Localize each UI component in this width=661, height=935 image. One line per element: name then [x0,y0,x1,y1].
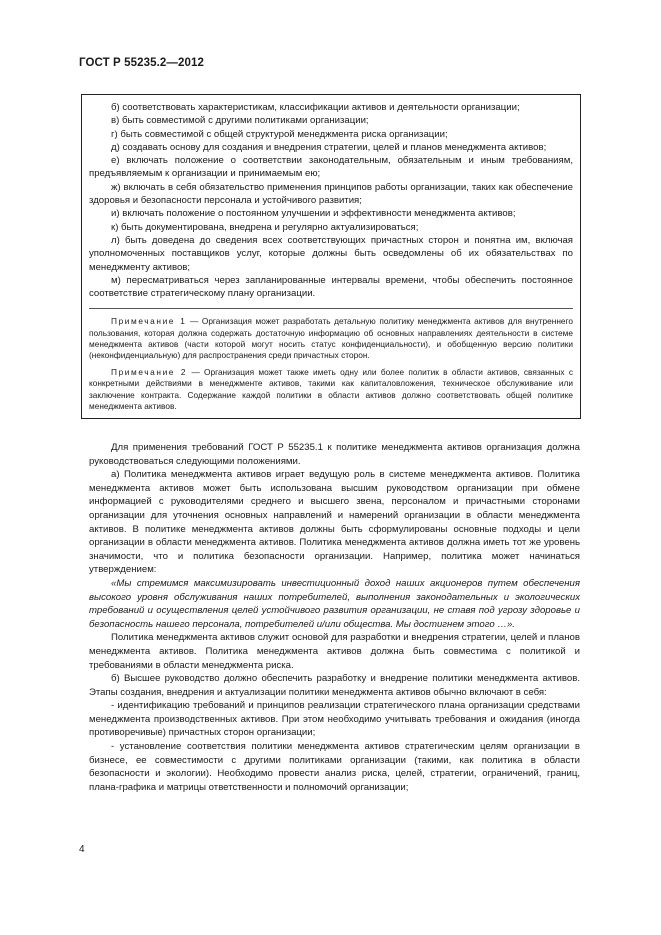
paragraph: б) Высшее руководство должно обеспечить разработку и внедрение политики менеджмента активов. Этапы создания, внедрения и актуализации политики менеджмента активов обычно включают в себя: [89,673,580,698]
requirements-box-content [89,101,573,412]
list-item: б) соответствовать характеристикам, классификации активов и деятельности организации; [111,102,520,113]
note-1 [89,316,573,361]
paragraph: - установление соответствия политики менеджмента активов стратегическим целям организации в бизнесе, ее совместимости с другими политиками организации (такими, как политика в области безопасности и экологии). Необходимо провести анализ риска, целей, стратегии, ограничений, границ, плана-графика и матрицы ответственности и полномочий организации; [89,741,580,793]
list-item: и) включать положение о постоянном улучшении и эффективности менеджмента активов; [111,208,516,220]
list-item: д) создавать основу для создания и внедрения стратегии, целей и планов менеджмента активов; [111,141,547,153]
note-1-label: Примечание 1 [111,316,187,327]
document-header: ГОСТ Р 55235.2—2012 [79,57,204,69]
list-item: е) включать положение о соответствии законодательным, обязательным и иным требованиям, предъявляемым к организации и принимаемым ею; [89,155,573,180]
page-number: 4 [79,844,85,855]
divider [89,308,573,309]
paragraph: - идентификацию требований и принципов реализации стратегического плана организации средствами менеджмента производственных активов. При этом необходимо учитывать требования и ожидания (иногда противоречивые) причастных сторон организации; [89,700,580,739]
note-2-text: — Организация может также иметь одну или более политик в области активов, связанных с конкретными действиями в менеджменте активов, такими как капиталовложения, техническое обслуживание или заключение контракта. Содержание каждой политики в области активов должно соответствовать общей политике менеджмента активов. [89,367,573,411]
note-2-label: Примечание 2 [111,367,188,378]
list-item: ж) включать в себя обязательство применения принципов работы организации, таких как обеспечение здоровья и безопасности персонала и устойчивого развития; [89,181,573,207]
main-text [89,441,580,794]
paragraph: Политика менеджмента активов служит основой для разработки и внедрения стратегии, целей и планов менеджмента активов. Политика менеджмента активов должна быть совместима с политикой и требованиями в области менеджмента риска. [89,632,580,671]
quote-paragraph: «Мы стремимся максимизировать инвестиционный доход наших акционеров путем обеспечения высокого уровня обслуживания наших потребителей, выполнения законодательных и экологических требований и осуществления целей устойчивого развития организации, не ставя под угрозу здоровье и безопасность нашего персонала, потребителей и/или общества. Мы достигнем этого …». [89,577,580,630]
list-item: л) быть доведена до сведения всех соответствующих причастных сторон и понятна им, включая уполномоченных поставщиков услуг, которые должны быть осведомлены об их обязательствах по менеджменту активов; [89,234,573,273]
list-item: в) быть совместимой с другими политиками организации; [111,115,369,127]
paragraph: а) Политика менеджмента активов играет ведущую роль в системе менеджмента активов. Политика менеджмента активов может быть использована высшим руководством организации при обмене информацией с руководителями среднего и высшего звена, персоналом и причастными сторонами организации для уточнения основных направлений и намерений организации в области менеджмента активов. В политике менеджмента активов должны быть сформулированы основные подходы и цели организации в области менеджмента активов. Политика менеджмента активов должна иметь тот же уровень значимости, что и политика безопасности организации. Например, политика может начинаться утверждением: [89,469,580,576]
note-1-text: — Организация может разработать детальную политику менеджмента активов для внутреннего пользования, которая должна содержать достаточную информацию об основных направлениях деятельности в системе менеджмента активов (части которой могут носить статус конфиденциальности), и обобщенную версию политики (неконфиденциальную) для распространения среди причастных сторон. [89,316,573,361]
note-2 [89,367,573,412]
list-item: м) пересматриваться через запланированные интервалы времени, чтобы обеспечить постоянное соответствие стратегическому плану организации. [89,274,573,300]
list-item: г) быть совместимой с общей структурой менеджмента риска организации; [111,128,448,140]
paragraph: Для применения требований ГОСТ Р 55235.1 к политике менеджмента активов организация должна руководствоваться следующими положениями. [89,442,580,467]
list-item: к) быть документирована, внедрена и регулярно актуализироваться; [111,221,419,233]
